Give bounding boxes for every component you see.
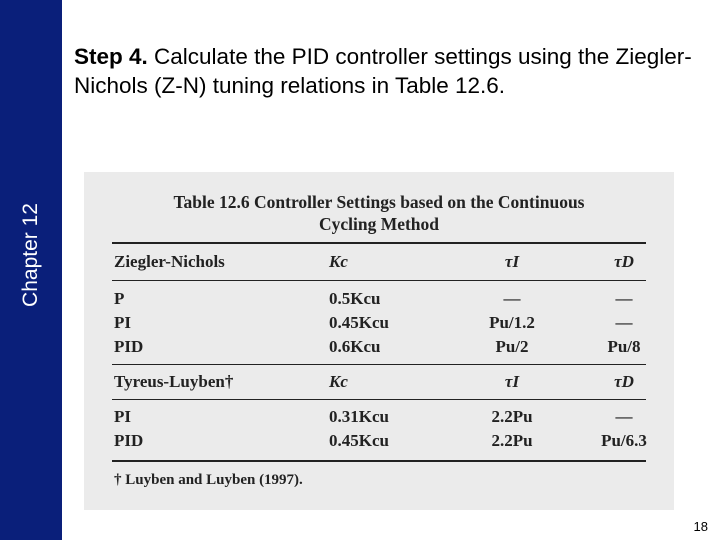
- taui-value: 2.2Pu: [491, 407, 533, 426]
- zn-method-label: Ziegler-Nichols: [114, 252, 225, 271]
- taud-value: Pu/6.3: [601, 431, 647, 450]
- slide-heading: [74, 42, 704, 100]
- tl-header-row: [84, 372, 674, 396]
- row-label: PI: [114, 407, 131, 426]
- table-footnote: † Luyben and Luyben (1997).: [114, 472, 303, 488]
- row-label: PID: [114, 431, 144, 450]
- taud-header: τD: [614, 252, 634, 271]
- kc-value: 0.6Kcu: [329, 337, 381, 356]
- row-label: PI: [114, 313, 131, 332]
- bottom-rule: [112, 460, 646, 462]
- kc-value: 0.45Kcu: [329, 431, 389, 450]
- controller-settings-table: [84, 172, 674, 510]
- table-row: [84, 431, 674, 455]
- tl-header-rule: [112, 399, 646, 400]
- row-label: PID: [114, 337, 144, 356]
- kc-header: Kc: [329, 372, 348, 391]
- taui-value: —: [503, 289, 521, 308]
- chapter-label: Chapter 12: [19, 203, 42, 307]
- taud-value: Pu/8: [607, 337, 641, 356]
- kc-value: 0.31Kcu: [329, 407, 389, 426]
- top-rule: [112, 242, 646, 244]
- kc-value: 0.45Kcu: [329, 313, 389, 332]
- row-label: P: [114, 289, 125, 308]
- kc-value: 0.5Kcu: [329, 289, 381, 308]
- taud-value: —: [615, 407, 633, 426]
- taui-value: Pu/2: [495, 337, 529, 356]
- step-text: Calculate the PID controller settings using the Ziegler-Nichols (Z-N) tuning relations in Table 12.6.: [74, 44, 692, 98]
- taud-value: —: [615, 313, 633, 332]
- table-row: [84, 337, 674, 361]
- taui-header: τI: [504, 372, 520, 391]
- table-row: [84, 289, 674, 313]
- table-row: [84, 407, 674, 431]
- tl-method-label: Tyreus-Luyben†: [114, 372, 234, 391]
- zn-header-row: [84, 252, 674, 276]
- taui-header: τI: [504, 252, 520, 271]
- step-lead: Step 4.: [74, 44, 148, 69]
- caption-line-1: Table 12.6 Controller Settings based on the Continuous: [173, 192, 585, 212]
- taud-header: τD: [614, 372, 634, 391]
- caption-line-2: Cycling Method: [318, 214, 440, 234]
- table-row: [84, 313, 674, 337]
- taui-value: Pu/1.2: [489, 313, 535, 332]
- taud-value: —: [615, 289, 633, 308]
- table-caption: [84, 191, 674, 235]
- sidebar: [0, 0, 62, 540]
- kc-header: Kc: [329, 252, 348, 271]
- page-number: 18: [693, 519, 708, 534]
- zn-header-rule: [112, 280, 646, 281]
- zn-bottom-rule: [112, 364, 646, 365]
- taui-value: 2.2Pu: [491, 431, 533, 450]
